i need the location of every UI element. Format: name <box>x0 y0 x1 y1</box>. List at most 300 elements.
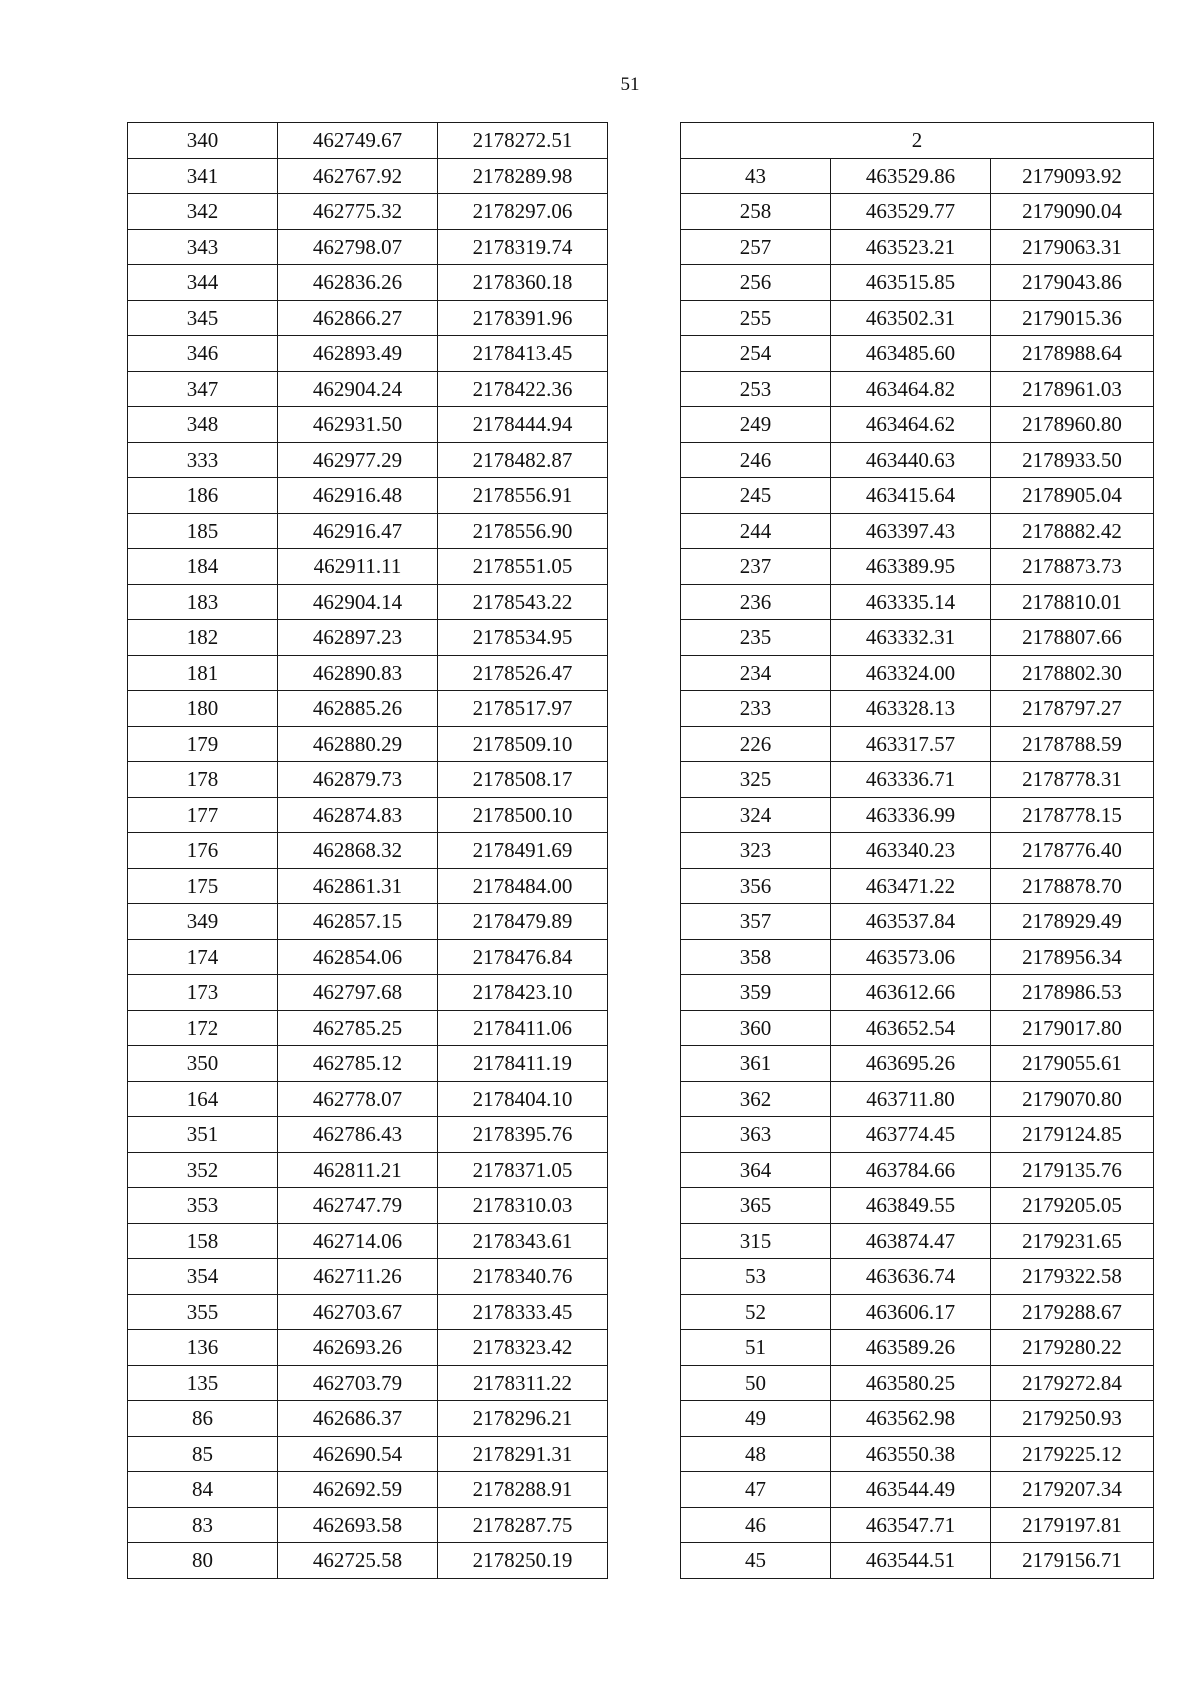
x-coordinate-cell: 463340.23 <box>831 833 991 869</box>
x-coordinate-cell: 462916.47 <box>278 513 438 549</box>
table-row <box>128 1188 608 1224</box>
y-coordinate-cell: 2178551.05 <box>438 549 608 585</box>
table-row <box>681 371 1154 407</box>
point-number-cell: 256 <box>681 265 831 301</box>
table-row <box>128 1152 608 1188</box>
y-coordinate-cell: 2178289.98 <box>438 158 608 194</box>
table-row <box>128 229 608 265</box>
table-row <box>681 1259 1154 1295</box>
table-row <box>681 478 1154 514</box>
table-row <box>128 1117 608 1153</box>
table-row <box>128 655 608 691</box>
x-coordinate-cell: 463537.84 <box>831 904 991 940</box>
table-row <box>681 1294 1154 1330</box>
point-number-cell: 363 <box>681 1117 831 1153</box>
x-coordinate-cell: 463464.62 <box>831 407 991 443</box>
y-coordinate-cell: 2179272.84 <box>991 1365 1154 1401</box>
y-coordinate-cell: 2178479.89 <box>438 904 608 940</box>
point-number-cell: 180 <box>128 691 278 727</box>
table-row <box>681 442 1154 478</box>
y-coordinate-cell: 2178343.61 <box>438 1223 608 1259</box>
y-coordinate-cell: 2178413.45 <box>438 336 608 372</box>
table-row <box>681 1010 1154 1046</box>
point-number-cell: 357 <box>681 904 831 940</box>
x-coordinate-cell: 462692.59 <box>278 1472 438 1508</box>
y-coordinate-cell: 2178296.21 <box>438 1401 608 1437</box>
point-number-cell: 254 <box>681 336 831 372</box>
table-row <box>128 1259 608 1295</box>
x-coordinate-cell: 462775.32 <box>278 194 438 230</box>
x-coordinate-cell: 463652.54 <box>831 1010 991 1046</box>
y-coordinate-cell: 2179288.67 <box>991 1294 1154 1330</box>
y-coordinate-cell: 2178810.01 <box>991 584 1154 620</box>
point-number-cell: 176 <box>128 833 278 869</box>
x-coordinate-cell: 463695.26 <box>831 1046 991 1082</box>
point-number-cell: 359 <box>681 975 831 1011</box>
y-coordinate-cell: 2178287.75 <box>438 1507 608 1543</box>
point-number-cell: 52 <box>681 1294 831 1330</box>
point-number-cell: 177 <box>128 797 278 833</box>
coordinates-table-left <box>127 122 608 1579</box>
point-number-cell: 84 <box>128 1472 278 1508</box>
y-coordinate-cell: 2178905.04 <box>991 478 1154 514</box>
x-coordinate-cell: 462785.25 <box>278 1010 438 1046</box>
table-row <box>128 1010 608 1046</box>
y-coordinate-cell: 2179207.34 <box>991 1472 1154 1508</box>
coordinates-table-right-body <box>681 123 1154 1579</box>
y-coordinate-cell: 2179063.31 <box>991 229 1154 265</box>
table-row <box>681 868 1154 904</box>
x-coordinate-cell: 463485.60 <box>831 336 991 372</box>
table-row <box>681 265 1154 301</box>
table-row <box>128 549 608 585</box>
x-coordinate-cell: 463589.26 <box>831 1330 991 1366</box>
y-coordinate-cell: 2179250.93 <box>991 1401 1154 1437</box>
table-row <box>681 1543 1154 1579</box>
x-coordinate-cell: 462714.06 <box>278 1223 438 1259</box>
y-coordinate-cell: 2179055.61 <box>991 1046 1154 1082</box>
y-coordinate-cell: 2178873.73 <box>991 549 1154 585</box>
point-number-cell: 136 <box>128 1330 278 1366</box>
table-row <box>128 726 608 762</box>
point-number-cell: 354 <box>128 1259 278 1295</box>
point-number-cell: 365 <box>681 1188 831 1224</box>
point-number-cell: 233 <box>681 691 831 727</box>
y-coordinate-cell: 2178311.22 <box>438 1365 608 1401</box>
x-coordinate-cell: 462711.26 <box>278 1259 438 1295</box>
y-coordinate-cell: 2178297.06 <box>438 194 608 230</box>
y-coordinate-cell: 2179017.80 <box>991 1010 1154 1046</box>
x-coordinate-cell: 462874.83 <box>278 797 438 833</box>
point-number-cell: 234 <box>681 655 831 691</box>
y-coordinate-cell: 2178310.03 <box>438 1188 608 1224</box>
x-coordinate-cell: 462767.92 <box>278 158 438 194</box>
x-coordinate-cell: 463711.80 <box>831 1081 991 1117</box>
y-coordinate-cell: 2178882.42 <box>991 513 1154 549</box>
point-number-cell: 236 <box>681 584 831 620</box>
point-number-cell: 358 <box>681 939 831 975</box>
table-row <box>681 1330 1154 1366</box>
y-coordinate-cell: 2178444.94 <box>438 407 608 443</box>
x-coordinate-cell: 463562.98 <box>831 1401 991 1437</box>
x-coordinate-cell: 462897.23 <box>278 620 438 656</box>
table-row <box>681 1223 1154 1259</box>
point-number-cell: 86 <box>128 1401 278 1437</box>
x-coordinate-cell: 463332.31 <box>831 620 991 656</box>
point-number-cell: 182 <box>128 620 278 656</box>
point-number-cell: 351 <box>128 1117 278 1153</box>
x-coordinate-cell: 462861.31 <box>278 868 438 904</box>
point-number-cell: 323 <box>681 833 831 869</box>
x-coordinate-cell: 462797.68 <box>278 975 438 1011</box>
table-row <box>128 1401 608 1437</box>
x-coordinate-cell: 463544.49 <box>831 1472 991 1508</box>
point-number-cell: 178 <box>128 762 278 798</box>
x-coordinate-cell: 463335.14 <box>831 584 991 620</box>
x-coordinate-cell: 462880.29 <box>278 726 438 762</box>
y-coordinate-cell: 2178411.19 <box>438 1046 608 1082</box>
point-number-cell: 49 <box>681 1401 831 1437</box>
table-row <box>128 1436 608 1472</box>
y-coordinate-cell: 2178960.80 <box>991 407 1154 443</box>
y-coordinate-cell: 2178878.70 <box>991 868 1154 904</box>
table-row <box>681 833 1154 869</box>
y-coordinate-cell: 2178986.53 <box>991 975 1154 1011</box>
y-coordinate-cell: 2178526.47 <box>438 655 608 691</box>
y-coordinate-cell: 2178411.06 <box>438 1010 608 1046</box>
page-number: 51 <box>620 74 640 95</box>
table-row <box>128 194 608 230</box>
y-coordinate-cell: 2178323.42 <box>438 1330 608 1366</box>
table-row <box>128 833 608 869</box>
table-row <box>681 975 1154 1011</box>
x-coordinate-cell: 463529.86 <box>831 158 991 194</box>
y-coordinate-cell: 2178956.34 <box>991 939 1154 975</box>
x-coordinate-cell: 462747.79 <box>278 1188 438 1224</box>
table-row <box>128 336 608 372</box>
x-coordinate-cell: 463502.31 <box>831 300 991 336</box>
y-coordinate-cell: 2179231.65 <box>991 1223 1154 1259</box>
x-coordinate-cell: 462686.37 <box>278 1401 438 1437</box>
table-row <box>128 442 608 478</box>
x-coordinate-cell: 462749.67 <box>278 123 438 159</box>
x-coordinate-cell: 463580.25 <box>831 1365 991 1401</box>
x-coordinate-cell: 463547.71 <box>831 1507 991 1543</box>
x-coordinate-cell: 462868.32 <box>278 833 438 869</box>
x-coordinate-cell: 462857.15 <box>278 904 438 940</box>
y-coordinate-cell: 2178929.49 <box>991 904 1154 940</box>
y-coordinate-cell: 2179124.85 <box>991 1117 1154 1153</box>
x-coordinate-cell: 463612.66 <box>831 975 991 1011</box>
table-row <box>681 513 1154 549</box>
table-row <box>128 1472 608 1508</box>
x-coordinate-cell: 463397.43 <box>831 513 991 549</box>
table-row <box>681 549 1154 585</box>
y-coordinate-cell: 2178776.40 <box>991 833 1154 869</box>
table-row <box>681 655 1154 691</box>
table-row <box>128 478 608 514</box>
x-coordinate-cell: 463550.38 <box>831 1436 991 1472</box>
x-coordinate-cell: 462916.48 <box>278 478 438 514</box>
point-number-cell: 249 <box>681 407 831 443</box>
point-number-cell: 226 <box>681 726 831 762</box>
x-coordinate-cell: 463336.99 <box>831 797 991 833</box>
point-number-cell: 255 <box>681 300 831 336</box>
y-coordinate-cell: 2179225.12 <box>991 1436 1154 1472</box>
table-row <box>128 300 608 336</box>
y-coordinate-cell: 2178802.30 <box>991 655 1154 691</box>
point-number-cell: 345 <box>128 300 278 336</box>
table-row <box>128 1046 608 1082</box>
point-number-cell: 245 <box>681 478 831 514</box>
y-coordinate-cell: 2178391.96 <box>438 300 608 336</box>
x-coordinate-cell: 463636.74 <box>831 1259 991 1295</box>
point-number-cell: 46 <box>681 1507 831 1543</box>
table-row <box>681 1152 1154 1188</box>
x-coordinate-cell: 463515.85 <box>831 265 991 301</box>
x-coordinate-cell: 462836.26 <box>278 265 438 301</box>
y-coordinate-cell: 2179093.92 <box>991 158 1154 194</box>
point-number-cell: 361 <box>681 1046 831 1082</box>
y-coordinate-cell: 2178422.36 <box>438 371 608 407</box>
table-row <box>681 904 1154 940</box>
x-coordinate-cell: 463336.71 <box>831 762 991 798</box>
point-number-cell: 185 <box>128 513 278 549</box>
point-number-cell: 347 <box>128 371 278 407</box>
point-number-cell: 324 <box>681 797 831 833</box>
y-coordinate-cell: 2178340.76 <box>438 1259 608 1295</box>
y-coordinate-cell: 2178508.17 <box>438 762 608 798</box>
point-number-cell: 175 <box>128 868 278 904</box>
point-number-cell: 53 <box>681 1259 831 1295</box>
x-coordinate-cell: 462786.43 <box>278 1117 438 1153</box>
x-coordinate-cell: 463440.63 <box>831 442 991 478</box>
y-coordinate-cell: 2178404.10 <box>438 1081 608 1117</box>
point-number-cell: 164 <box>128 1081 278 1117</box>
point-number-cell: 184 <box>128 549 278 585</box>
point-number-cell: 135 <box>128 1365 278 1401</box>
x-coordinate-cell: 462798.07 <box>278 229 438 265</box>
y-coordinate-cell: 2179205.05 <box>991 1188 1154 1224</box>
table-row <box>681 1365 1154 1401</box>
table-row <box>681 1436 1154 1472</box>
y-coordinate-cell: 2178778.15 <box>991 797 1154 833</box>
point-number-cell: 356 <box>681 868 831 904</box>
point-number-cell: 325 <box>681 762 831 798</box>
point-number-cell: 174 <box>128 939 278 975</box>
y-coordinate-cell: 2178509.10 <box>438 726 608 762</box>
table-row <box>128 1223 608 1259</box>
table-row <box>128 407 608 443</box>
y-coordinate-cell: 2178272.51 <box>438 123 608 159</box>
table-row <box>681 194 1154 230</box>
table-row <box>128 265 608 301</box>
x-coordinate-cell: 462785.12 <box>278 1046 438 1082</box>
point-number-cell: 172 <box>128 1010 278 1046</box>
x-coordinate-cell: 463389.95 <box>831 549 991 585</box>
table-row <box>128 939 608 975</box>
table-row <box>128 123 608 159</box>
point-number-cell: 258 <box>681 194 831 230</box>
y-coordinate-cell: 2178961.03 <box>991 371 1154 407</box>
x-coordinate-cell: 462890.83 <box>278 655 438 691</box>
point-number-cell: 47 <box>681 1472 831 1508</box>
point-number-cell: 353 <box>128 1188 278 1224</box>
point-number-cell: 346 <box>128 336 278 372</box>
table-row <box>681 300 1154 336</box>
x-coordinate-cell: 463317.57 <box>831 726 991 762</box>
x-coordinate-cell: 463464.82 <box>831 371 991 407</box>
point-number-cell: 333 <box>128 442 278 478</box>
y-coordinate-cell: 2178807.66 <box>991 620 1154 656</box>
y-coordinate-cell: 2178482.87 <box>438 442 608 478</box>
point-number-cell: 257 <box>681 229 831 265</box>
x-coordinate-cell: 463849.55 <box>831 1188 991 1224</box>
table-row <box>128 868 608 904</box>
y-coordinate-cell: 2178491.69 <box>438 833 608 869</box>
y-coordinate-cell: 2178778.31 <box>991 762 1154 798</box>
table-row <box>128 1507 608 1543</box>
table-row <box>128 513 608 549</box>
table-row <box>128 762 608 798</box>
y-coordinate-cell: 2178371.05 <box>438 1152 608 1188</box>
table-row <box>681 762 1154 798</box>
table-row <box>128 584 608 620</box>
point-number-cell: 348 <box>128 407 278 443</box>
table-row <box>681 1117 1154 1153</box>
y-coordinate-cell: 2179070.80 <box>991 1081 1154 1117</box>
point-number-cell: 341 <box>128 158 278 194</box>
table-row <box>681 1188 1154 1224</box>
table-row <box>681 726 1154 762</box>
table-row <box>681 1401 1154 1437</box>
section-header-cell: 2 <box>681 123 1154 159</box>
point-number-cell: 352 <box>128 1152 278 1188</box>
point-number-cell: 179 <box>128 726 278 762</box>
table-row <box>681 620 1154 656</box>
table-row <box>681 1046 1154 1082</box>
x-coordinate-cell: 462703.67 <box>278 1294 438 1330</box>
x-coordinate-cell: 462854.06 <box>278 939 438 975</box>
x-coordinate-cell: 463573.06 <box>831 939 991 975</box>
y-coordinate-cell: 2178517.97 <box>438 691 608 727</box>
point-number-cell: 344 <box>128 265 278 301</box>
x-coordinate-cell: 463544.51 <box>831 1543 991 1579</box>
point-number-cell: 315 <box>681 1223 831 1259</box>
x-coordinate-cell: 462690.54 <box>278 1436 438 1472</box>
x-coordinate-cell: 463529.77 <box>831 194 991 230</box>
y-coordinate-cell: 2178288.91 <box>438 1472 608 1508</box>
section-header-row <box>681 123 1154 159</box>
x-coordinate-cell: 462866.27 <box>278 300 438 336</box>
y-coordinate-cell: 2179322.58 <box>991 1259 1154 1295</box>
y-coordinate-cell: 2179280.22 <box>991 1330 1154 1366</box>
x-coordinate-cell: 462885.26 <box>278 691 438 727</box>
point-number-cell: 173 <box>128 975 278 1011</box>
x-coordinate-cell: 463324.00 <box>831 655 991 691</box>
y-coordinate-cell: 2178988.64 <box>991 336 1154 372</box>
point-number-cell: 253 <box>681 371 831 407</box>
point-number-cell: 350 <box>128 1046 278 1082</box>
y-coordinate-cell: 2179015.36 <box>991 300 1154 336</box>
table-row <box>128 371 608 407</box>
point-number-cell: 83 <box>128 1507 278 1543</box>
table-row <box>128 158 608 194</box>
point-number-cell: 237 <box>681 549 831 585</box>
table-row <box>681 584 1154 620</box>
x-coordinate-cell: 462811.21 <box>278 1152 438 1188</box>
table-row <box>128 1365 608 1401</box>
x-coordinate-cell: 462904.24 <box>278 371 438 407</box>
point-number-cell: 343 <box>128 229 278 265</box>
y-coordinate-cell: 2178395.76 <box>438 1117 608 1153</box>
table-row <box>128 1081 608 1117</box>
table-row <box>681 229 1154 265</box>
point-number-cell: 186 <box>128 478 278 514</box>
y-coordinate-cell: 2178423.10 <box>438 975 608 1011</box>
point-number-cell: 364 <box>681 1152 831 1188</box>
x-coordinate-cell: 462904.14 <box>278 584 438 620</box>
point-number-cell: 50 <box>681 1365 831 1401</box>
y-coordinate-cell: 2178543.22 <box>438 584 608 620</box>
table-row <box>681 158 1154 194</box>
table-row <box>128 1294 608 1330</box>
x-coordinate-cell: 462879.73 <box>278 762 438 798</box>
y-coordinate-cell: 2179090.04 <box>991 194 1154 230</box>
point-number-cell: 51 <box>681 1330 831 1366</box>
y-coordinate-cell: 2178360.18 <box>438 265 608 301</box>
x-coordinate-cell: 462778.07 <box>278 1081 438 1117</box>
table-row <box>681 939 1154 975</box>
x-coordinate-cell: 463471.22 <box>831 868 991 904</box>
point-number-cell: 235 <box>681 620 831 656</box>
y-coordinate-cell: 2178556.90 <box>438 513 608 549</box>
table-row <box>681 1081 1154 1117</box>
point-number-cell: 45 <box>681 1543 831 1579</box>
x-coordinate-cell: 462703.79 <box>278 1365 438 1401</box>
table-row <box>128 1330 608 1366</box>
x-coordinate-cell: 462693.58 <box>278 1507 438 1543</box>
x-coordinate-cell: 462725.58 <box>278 1543 438 1579</box>
table-row <box>128 620 608 656</box>
table-row <box>681 797 1154 833</box>
x-coordinate-cell: 463606.17 <box>831 1294 991 1330</box>
x-coordinate-cell: 462693.26 <box>278 1330 438 1366</box>
point-number-cell: 244 <box>681 513 831 549</box>
point-number-cell: 362 <box>681 1081 831 1117</box>
table-row <box>128 691 608 727</box>
x-coordinate-cell: 463774.45 <box>831 1117 991 1153</box>
point-number-cell: 48 <box>681 1436 831 1472</box>
x-coordinate-cell: 463523.21 <box>831 229 991 265</box>
y-coordinate-cell: 2178484.00 <box>438 868 608 904</box>
y-coordinate-cell: 2178319.74 <box>438 229 608 265</box>
y-coordinate-cell: 2178500.10 <box>438 797 608 833</box>
point-number-cell: 355 <box>128 1294 278 1330</box>
x-coordinate-cell: 462911.11 <box>278 549 438 585</box>
point-number-cell: 349 <box>128 904 278 940</box>
x-coordinate-cell: 463415.64 <box>831 478 991 514</box>
table-row <box>128 1543 608 1579</box>
y-coordinate-cell: 2179135.76 <box>991 1152 1154 1188</box>
table-row <box>681 1472 1154 1508</box>
point-number-cell: 181 <box>128 655 278 691</box>
y-coordinate-cell: 2178250.19 <box>438 1543 608 1579</box>
table-row <box>128 797 608 833</box>
y-coordinate-cell: 2178333.45 <box>438 1294 608 1330</box>
y-coordinate-cell: 2178291.31 <box>438 1436 608 1472</box>
y-coordinate-cell: 2178797.27 <box>991 691 1154 727</box>
